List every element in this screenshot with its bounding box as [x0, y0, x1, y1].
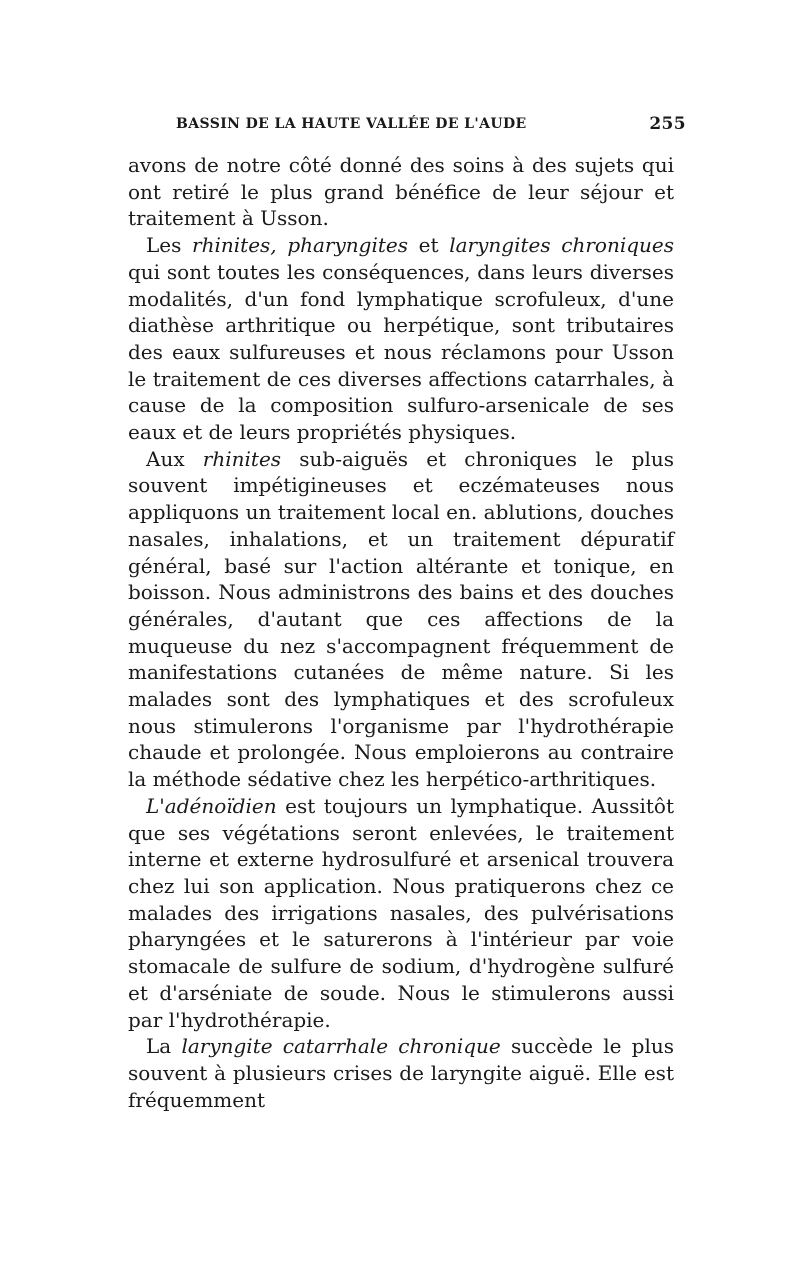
italic-term: rhinites — [202, 446, 282, 471]
italic-term: rhinites, pharyngites — [192, 233, 408, 258]
text-span: avons de notre côté donné des soins à des sujets qui ont retiré le plus grand bénéfice de leur séjour et traitement à Usson. — [128, 153, 674, 231]
italic-term: laryngite catarrhale chronique — [181, 1034, 501, 1059]
body-text — [128, 152, 674, 1113]
running-title: BASSIN DE LA HAUTE VALLÉE DE L'AUDE — [176, 116, 527, 132]
paragraph-4 — [128, 793, 674, 1033]
paragraph-2 — [128, 232, 674, 446]
text-span: Aux — [146, 446, 203, 471]
text-span: qui sont toutes les conséquences, dans leurs diverses modalités, d'un fond lymphatique scrofuleux, d'une diathèse arthritique ou herpétique, sont tributaires des eaux sulfureuses et nous réclamons pour Usson le traitement de ces diverses affections catarrhales, à cause de la composition sulfuro-arsenicale de ses eaux et de leurs propriétés physiques. — [128, 259, 674, 445]
text-span: sub-aiguës et chroniques le plus souvent impétigineuses et eczémateuses nous appliquons un traitement local en. ablutions, douches nasales, inhalations, et un traitement dépuratif général, basé sur l'action altérante et tonique, en boisson. Nous administrons des bains et des douches générales, d'autant que ces affections de la muqueuse du nez s'accompagnent fréquemment de manifestations cutanées de même nature. Si les malades sont des lymphatiques et des scrofuleux nous stimulerons l'organisme par l'hydrothérapie chaude et prolongée. Nous emploierons au contraire la méthode sédative chez les herpético-arthritiques. — [128, 446, 674, 792]
italic-term: laryngites chroniques — [449, 233, 675, 258]
running-header — [176, 116, 686, 138]
text-span: et — [408, 233, 450, 258]
text-span: est toujours un lymphatique. Aussitôt que ses végétations seront enlevées, le traitement interne et externe hydrosulfuré et arsenical trouvera chez lui son application. Nous pratiquerons chez ce malades des irrigations nasales, des pulvérisations pharyngées et le saturerons à l'intérieur par voie stomacale de sulfure de sodium, d'hydrogène sulfuré et d'arséniate de soude. Nous le stimulerons aussi par l'hydrothérapie. — [128, 793, 674, 1032]
italic-term: L'adénoïdien — [146, 793, 277, 818]
paragraph-1 — [128, 152, 674, 232]
text-span: La — [146, 1034, 182, 1059]
page-number: 255 — [649, 114, 686, 134]
paragraph-3 — [128, 446, 674, 793]
text-span: succède le plus souvent à plusieurs crises de laryngite aiguë. Elle est fréquemment — [128, 1034, 675, 1112]
text-span: Les — [146, 233, 193, 258]
paragraph-5 — [128, 1033, 674, 1113]
